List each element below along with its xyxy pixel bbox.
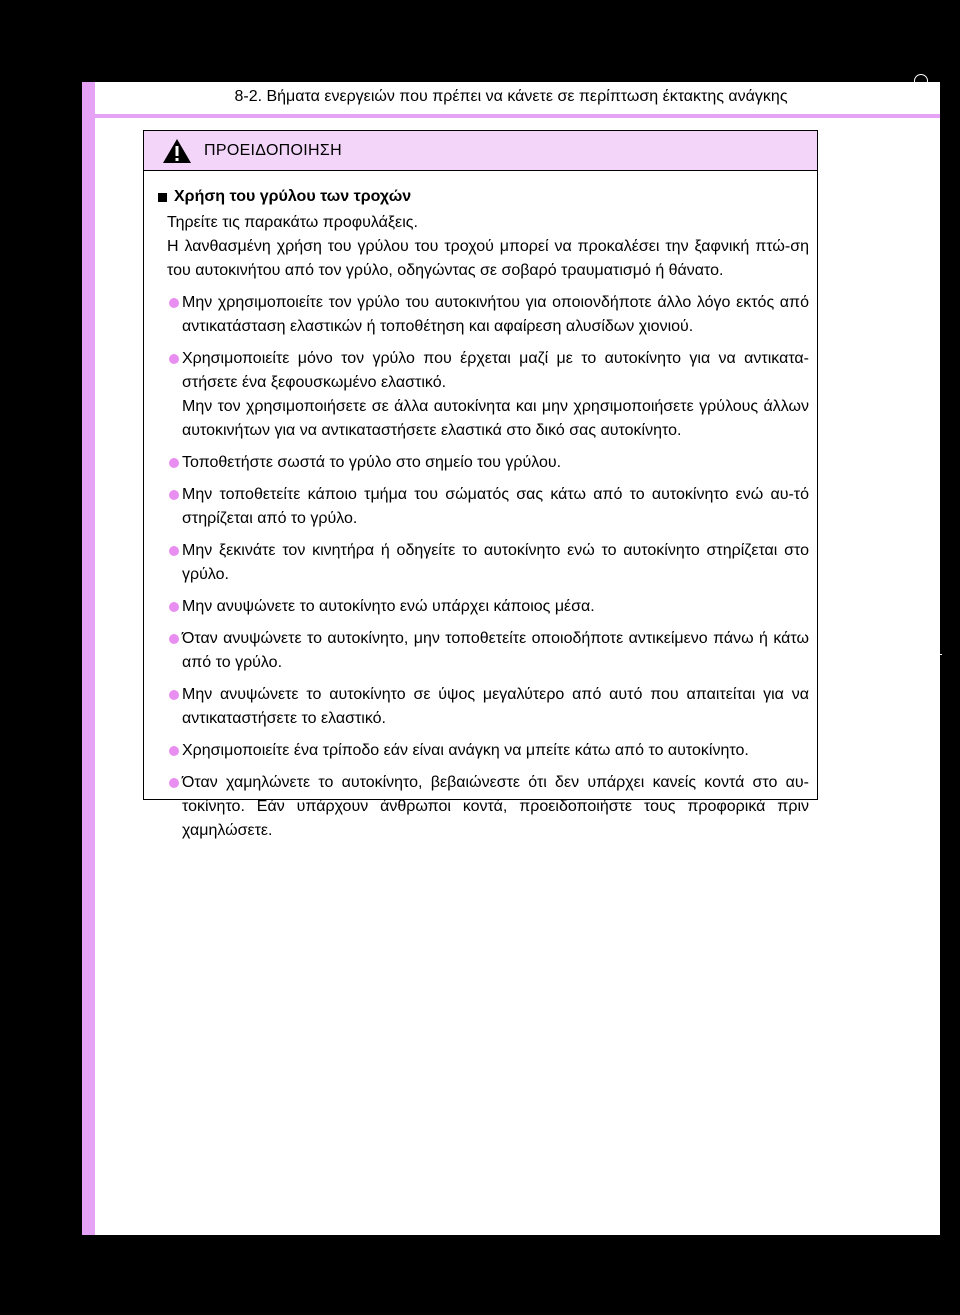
list-item [156, 539, 809, 587]
list-item [156, 291, 809, 339]
list-item-text: Μην ξεκινάτε τον κινητήρα ή οδηγείτε το αυτοκίνητο ενώ το αυτοκίνητο στηρίζεται στο γρύλο. [182, 542, 809, 583]
list-item [156, 483, 809, 531]
intro-text [156, 211, 809, 283]
warning-body [144, 171, 817, 843]
list-item [156, 451, 809, 475]
intro-line: Τηρείτε τις παρακάτω προφυλάξεις. [167, 214, 418, 231]
square-bullet-icon [158, 193, 167, 202]
list-item-text: Μην χρησιμοποιείτε τον γρύλο του αυτοκινήτου για οποιονδήποτε άλλο λόγο εκτός από αντικατάσταση ελαστικών ή τοποθέτηση και αφαίρεση αλυσίδων χιονιού. [182, 294, 809, 335]
registration-mark-middle [924, 647, 944, 667]
list-item [156, 683, 809, 731]
bullet-dot-icon [169, 490, 179, 500]
list-item [156, 627, 809, 675]
header-rule [82, 114, 940, 118]
warning-header [144, 131, 817, 171]
bullet-dot-icon [169, 778, 179, 788]
manual-page [82, 82, 940, 1235]
precaution-list [156, 291, 809, 843]
section-title [156, 185, 809, 209]
list-item-text: Μην ανυψώνετε το αυτοκίνητο ενώ υπάρχει κάποιος μέσα. [182, 598, 595, 615]
list-item-text: Μην τοποθετείτε κάποιο τμήμα του σώματός σας κάτω από το αυτοκίνητο ενώ αυ-τό στηρίζεται από το γρύλο. [182, 486, 809, 527]
page-header: 8-2. Βήματα ενεργειών που πρέπει να κάνετε σε περίπτωση έκτακτης ανάγκης [234, 88, 788, 105]
list-item-text: Χρησιμοποιείτε ένα τρίποδο εάν είναι ανάγκη να μπείτε κάτω από το αυτοκίνητο. [182, 742, 749, 759]
list-item [156, 771, 809, 843]
bullet-dot-icon [169, 546, 179, 556]
warning-box [143, 130, 818, 839]
warning-triangle-icon [162, 138, 192, 164]
list-item [156, 347, 809, 443]
bullet-dot-icon [169, 602, 179, 612]
list-item-text: Μην τον χρησιμοποιήσετε σε άλλα αυτοκίνητα και μην χρησιμοποιήσετε γρύλους άλλων αυτοκινήτων για να αντικαταστήσετε ελαστικά στο δικό σας αυτοκίνητο. [182, 398, 809, 439]
crop-mark-bottom [920, 1217, 940, 1237]
bullet-dot-icon [169, 634, 179, 644]
bullet-dot-icon [169, 354, 179, 364]
bullet-dot-icon [169, 298, 179, 308]
list-item-text: Μην ανυψώνετε το αυτοκίνητο σε ύψος μεγαλύτερο από αυτό που απαιτείται για να αντικαταστήσετε το ελαστικό. [182, 686, 809, 727]
side-color-stripe [82, 82, 95, 1235]
bullet-dot-icon [169, 458, 179, 468]
crop-mark-top [920, 80, 940, 100]
list-item-text: Όταν χαμηλώνετε το αυτοκίνητο, βεβαιώνεστε ότι δεν υπάρχει κανείς κοντά στο αυ-τοκίνητο. Εάν υπάρχουν άνθρωποι κοντά, προειδοποιήστε τους προφορικά πριν χαμηλώσετε. [182, 774, 809, 839]
bullet-dot-icon [169, 746, 179, 756]
intro-line: Η λανθασμένη χρήση του γρύλου του τροχού μπορεί να προκαλέσει την ξαφνική πτώ-ση του αυτοκινήτου από τον γρύλο, οδηγώντας σε σοβαρό τραυματισμό ή θάνατο. [167, 238, 809, 279]
list-item-text: Χρησιμοποιείτε μόνο τον γρύλο που έρχεται μαζί με το αυτοκίνητο για να αντικατα-στήσετε ένα ξεφουσκωμένο ελαστικό. [182, 350, 809, 391]
warning-title: ΠΡΟΕΙΔΟΠΟΙΗΣΗ [204, 141, 342, 159]
list-item-text: Τοποθετήστε σωστά το γρύλο στο σημείο του γρύλου. [182, 454, 562, 471]
list-item [156, 595, 809, 619]
section-title-text: Χρήση του γρύλου των τροχών [174, 188, 412, 205]
bullet-dot-icon [169, 690, 179, 700]
list-item [156, 739, 809, 763]
list-item-text: Όταν ανυψώνετε το αυτοκίνητο, μην τοποθετείτε οποιοδήποτε αντικείμενο πάνω ή κάτω από το γρύλο. [182, 630, 809, 671]
